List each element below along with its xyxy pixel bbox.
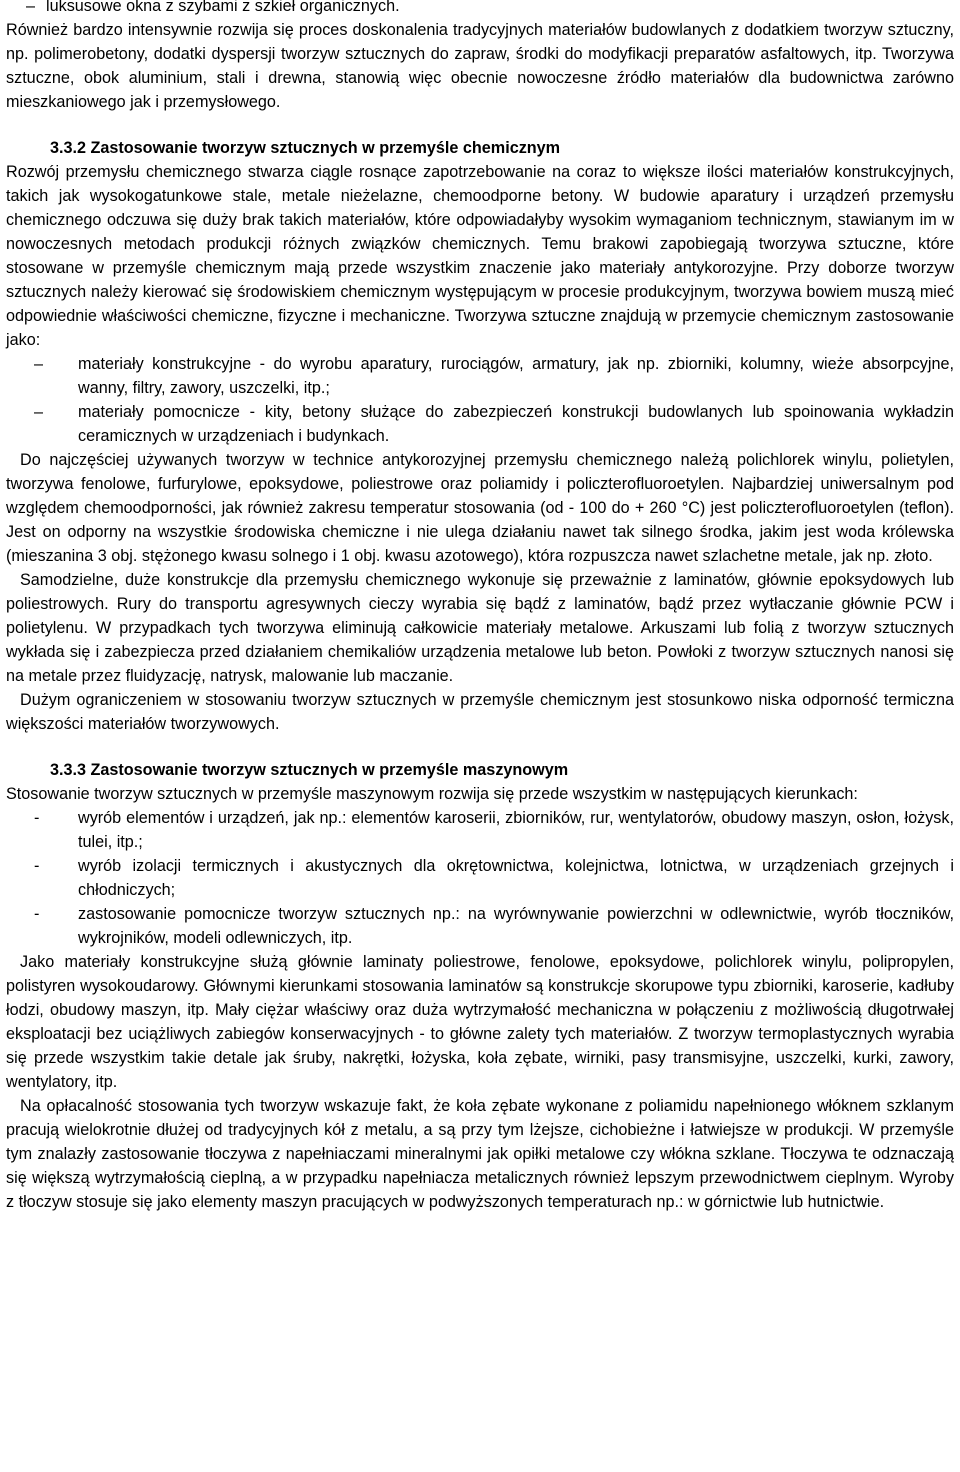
section-333-list	[6, 806, 954, 950]
section-333-paragraph-3: Na opłacalność stosowania tych tworzyw wskazuje fakt, że koła zębate wykonane z poliamidu napełnionego włóknem szklanym pracują wielokrotnie dłużej od tradycyjnych kół z metalu, a są przy tym lżejsze, cichobieżne i łatwiejsze w produkcji. W przemyśle tym znalazły zastosowanie tłoczywa z napełniaczami mineralnymi jak opiłki metalowe czy włókna szklane. Tłoczywa te odznaczają się większą wytrzymałością cieplną, a w przypadku napełniacza metalicznych również lepszym przewodnictwem cieplnym. Wyroby z tłoczyw stosuje się jako elementy maszyn pracujących w podwyższonych temperaturach np.: w górnictwie lub hutnictwie.	[6, 1097, 954, 1211]
list-item	[6, 902, 954, 950]
list-item-text: luksusowe okna z szybami z szkieł organicznych.	[46, 0, 400, 15]
list-dash: -	[34, 857, 40, 875]
list-dash: –	[34, 355, 44, 373]
list-item-text: materiały konstrukcyjne - do wyrobu aparatury, rurociągów, armatury, jak np. zbiorniki, kolumny, wieże absorpcyjne, wanny, filtry, zawory, uszczelki, itp.;	[78, 355, 954, 397]
list-item-text: wyrób izolacji termicznych i akustycznych dla okrętownictwa, kolejnictwa, lotnictwa, w urządzeniach grzejnych i chłodniczych;	[78, 857, 954, 899]
list-item	[6, 400, 954, 448]
list-dash: –	[26, 0, 36, 15]
list-item-text: wyrób elementów i urządzeń, jak np.: elementów karoserii, zbiorników, rur, wentylatorów, obudowy maszyn, osłon, łożysk, tulei, itp.;	[78, 809, 954, 851]
section-332-paragraph-2: Do najczęściej używanych tworzyw w technice antykorozyjnej przemysłu chemicznego należą polichlorek winylu, polietylen, tworzywa fenolowe, furfurylowe, epoksydowe, poliestrowe oraz poliamidy i policzterofluoroetylen. Najbardziej uniwersalnym pod względem chemoodporności, jak również zakresu temperatur stosowania (od - 100 do + 260 °C) jest policzterofluoroetylen (teflon). Jest on odporny na wszystkie środowiska chemiczne i nie ulega działaniu nawet tak silnego środka, jakim jest woda królewska (mieszanina 3 obj. stężonego kwasu solnego i 1 obj. kwasu azotowego), która rozpuszcza nawet szlachetne metale, jak np. złoto.	[6, 451, 954, 565]
section-heading-333: 3.3.3 Zastosowanie tworzyw sztucznych w przemyśle maszynowym	[50, 761, 569, 779]
intro-paragraph: Również bardzo intensywnie rozwija się proces doskonalenia tradycyjnych materiałów budowlanych z dodatkiem tworzyw sztuczny, np. polimerobetony, dodatki dyspersji tworzyw sztucznych do zapraw, środki do modyfikacji preparatów asfaltowych, itp. Tworzywa sztuczne, obok aluminium, stali i drewna, stanowią więc obecnie nowoczesne źródło materiałów dla budownictwa zarówno mieszkaniowego jak i przemysłowego.	[6, 21, 954, 111]
list-dash: -	[34, 809, 40, 827]
section-333-paragraph-1: Stosowanie tworzyw sztucznych w przemyśle maszynowym rozwija się przede wszystkim w następujących kierunkach:	[6, 785, 858, 803]
list-item	[6, 352, 954, 400]
list-dash: -	[34, 905, 40, 923]
list-item	[6, 0, 954, 18]
section-332-paragraph-4: Dużym ograniczeniem w stosowaniu tworzyw sztucznych w przemyśle chemicznym jest stosunkowo niska odporność termiczna większości materiałów tworzywowych.	[6, 691, 954, 733]
list-item-text: zastosowanie pomocnicze tworzyw sztucznych np.: na wyrównywanie powierzchni w odlewnictwie, wyrób tłoczników, wykrojników, modeli odlewniczych, itp.	[78, 905, 954, 947]
list-item	[6, 806, 954, 854]
section-332-list	[6, 352, 954, 448]
section-heading-332: 3.3.2 Zastosowanie tworzyw sztucznych w przemyśle chemicznym	[50, 139, 561, 157]
section-333-paragraph-2: Jako materiały konstrukcyjne służą głównie laminaty poliestrowe, fenolowe, epoksydowe, polichlorek winylu, polipropylen, polistyren wysokoudarowy. Głównymi kierunkami stosowania laminatów są konstrukcje skorupowe typu zbiorniki, karoserie, kadłuby łodzi, obudowy maszyn, itp. Mały ciężar właściwy oraz duża wytrzymałość mechaniczna w połączeniu z możliwością długotrwałej eksploatacji bez uciążliwych zabiegów konserwacyjnych - to główne zalety tych materiałów. Z tworzyw termoplastycznych wyrabia się przede wszystkim takie detale jak śruby, nakrętki, łożyska, koła zębate, wirniki, pasy transmisyjne, uszczelki, kurki, zawory, wentylatory, itp.	[6, 953, 954, 1091]
list-dash: –	[34, 403, 44, 421]
list-item-text: materiały pomocnicze - kity, betony służące do zabezpieczeń konstrukcji budowlanych lub spoinowania wykładzin ceramicznych w urządzeniach i budynkach.	[78, 403, 954, 445]
section-332-paragraph-3: Samodzielne, duże konstrukcje dla przemysłu chemicznego wykonuje się przeważnie z laminatów, głównie epoksydowych lub poliestrowych. Rury do transportu agresywnych cieczy wyrabia się bądź z laminatów, bądź przez wytłaczanie głównie PCW i polietylenu. W przypadkach tych tworzywa eliminują całkowicie materiały metalowe. Arkuszami lub folią z tworzyw sztucznych wykłada się i zabezpiecza przed działaniem chemikaliów urządzenia metalowe lub beton. Powłoki z tworzyw sztucznych nanosi się na metale przez fluidyzację, natrysk, malowanie lub maczanie.	[6, 571, 954, 685]
section-332-paragraph-1: Rozwój przemysłu chemicznego stwarza ciągle rosnące zapotrzebowanie na coraz to większe ilości materiałów konstrukcyjnych, takich jak wysokogatunkowe stale, metale nieżelazne, chemoodporne betony. W budowie aparatury i urządzeń przemysłu chemicznego odczuwa się duży brak takich materiałów, które odpowiadałyby wysokim wymaganiom technicznym, stawianym im w nowoczesnych metodach produkcji różnych związków chemicznych. Temu brakowi zapobiegają tworzywa sztuczne, które stosowane w przemyśle chemicznym mają przede wszystkim znaczenie jako materiały antykorozyjne. Przy doborze tworzyw sztucznych należy kierować się środowiskiem chemicznym występującym w procesie produkcyjnym, tworzywa bowiem muszą mieć odpowiednie właściwości chemiczne, fizyczne i mechaniczne. Tworzywa sztuczne znajdują w przemycie chemicznym zastosowanie jako:	[6, 163, 954, 349]
list-item	[6, 854, 954, 902]
